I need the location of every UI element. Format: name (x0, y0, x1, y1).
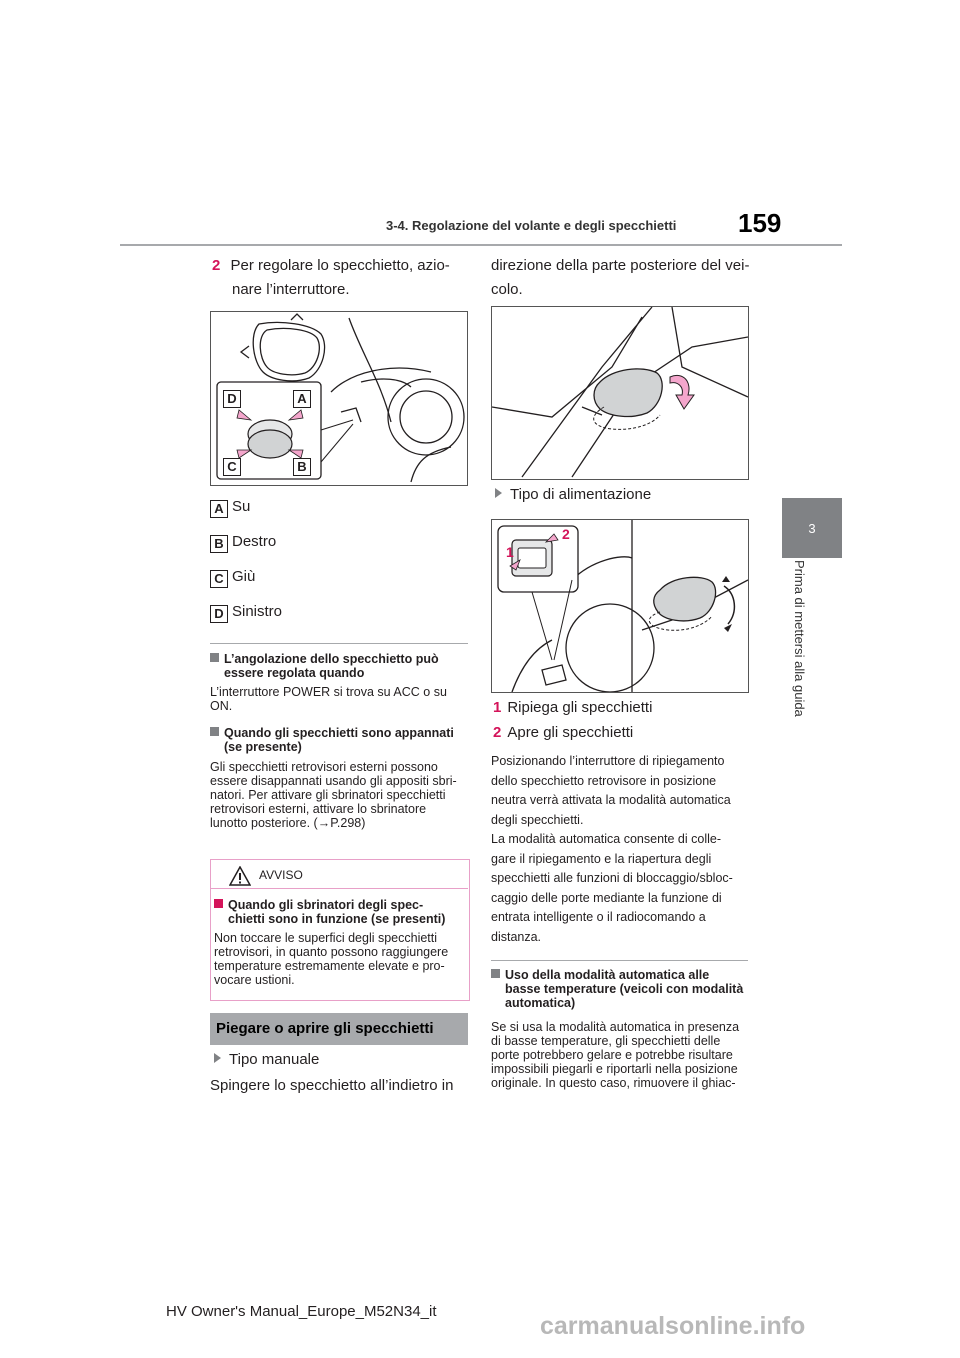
label-c: C (223, 458, 241, 476)
note-3-body-3: porte potrebbero gelare e potrebbe risultare (491, 1048, 733, 1062)
fig-label-1: 1 (506, 544, 514, 560)
square-bullet-icon (491, 969, 500, 978)
section-title: 3-4. Regolazione del volante e degli specchietti (386, 218, 677, 233)
fold-arrow-icon (670, 375, 694, 409)
square-bullet-icon (210, 727, 219, 736)
label-b: B (293, 458, 311, 476)
note-2-body-2: essere disappannati usando gli appositi sbri- (210, 774, 457, 788)
step-number: 2 (212, 257, 221, 274)
legend-item-b: B Destro (210, 530, 276, 554)
note-1-body-1: L’interruttore POWER si trova su ACC o su (210, 685, 447, 699)
warning-title-2: chietti sono in funzione (se presenti) (228, 912, 446, 926)
warning-body-1: Non toccare le superfici degli specchietti (214, 931, 438, 945)
note-3-body-2: di basse temperature, gli specchietti delle (491, 1034, 721, 1048)
note-2-title-2: (se presente) (224, 740, 302, 754)
note-3-title: Uso della modalità automatica alle (491, 968, 709, 982)
warning-body-3: temperature estremamente elevate e pro- (214, 959, 445, 973)
section-heading: Piegare o aprire gli specchietti (210, 1013, 468, 1045)
auto-mode-paragraph: Posizionando l’interruttore di ripiegamento dello specchietto retrovisore in posizione neutra verrà attivata la modalità automatica degli specchietti. La modalità automatica consente di colle- gare il ripiegamento e la riapertura degli specchietti alle funzioni di bloccaggio/sbloc- caggio delle porte mediante la funzione di entrata intelligente o il radiocomando a distanza. (491, 754, 733, 944)
note-1-body-2: ON. (210, 699, 233, 713)
note-1-title: L’angolazione dello specchietto può (210, 652, 439, 666)
notes-divider (210, 643, 468, 644)
note-1-title-2: essere regolata quando (224, 666, 365, 680)
note-3-title-3: automatica) (505, 996, 576, 1010)
note-2-body-4: retrovisori esterni, attivare lo sbrinatore (210, 802, 427, 816)
warning-divider (211, 888, 468, 889)
cont-text-1: direzione della parte posteriore del vei- (491, 257, 750, 274)
label-d: D (223, 390, 241, 408)
warning-body-4: vocare ustioni. (214, 973, 295, 987)
step-1: 1 Ripiega gli specchietti (493, 699, 653, 716)
manual-fold-illustration (492, 307, 748, 479)
legend-item-c: C Giù (210, 565, 255, 589)
manual-type: Tipo manuale (214, 1048, 319, 1072)
note-3-body-5: originale. In questo caso, rimuovere il ghiac- (491, 1076, 736, 1090)
mirror-switch-illustration (211, 312, 467, 485)
warning-label: AVVISO (259, 868, 303, 882)
power-fold-illustration (492, 520, 748, 692)
cont-text-2: colo. (491, 281, 523, 298)
step-text-1: Per regolare lo specchietto, azio- (230, 257, 450, 274)
square-bullet-icon (210, 653, 219, 662)
note-3-body-4: impossibili piegarli e riportarli nella posizione (491, 1062, 738, 1076)
manual-fold-figure (491, 306, 749, 480)
mirror-switch-figure (210, 311, 468, 486)
note-2-title: Quando gli specchietti sono appannati (210, 726, 454, 740)
warning-body-2: retrovisori, in quanto possono raggiungere (214, 945, 449, 959)
step-2 (212, 254, 450, 278)
note-3-body-1: Se si usa la modalità automatica in presenza (491, 1020, 740, 1034)
chapter-label: Prima di mettersi alla guida (792, 560, 807, 717)
square-bullet-icon (214, 899, 223, 908)
footer-text: HV Owner's Manual_Europe_M52N34_it (166, 1303, 437, 1320)
step-2-right: 2 Apre gli specchietti (493, 724, 634, 741)
legend-item-a: A Su (210, 495, 250, 519)
fig-label-2: 2 (562, 526, 570, 542)
power-fold-figure (491, 519, 749, 693)
watermark[interactable]: carmanualsonline.info (540, 1312, 806, 1340)
manual-text-1: Spingere lo specchietto all’indietro in (210, 1077, 454, 1094)
arrow-bullet-icon (495, 488, 502, 498)
note-3-title-2: basse temperature (veicoli con modalità (505, 982, 744, 996)
warning-triangle-icon (229, 866, 251, 886)
legend-item-d: D Sinistro (210, 600, 282, 624)
note-2-body-1: Gli specchietti retrovisori esterni possono (210, 760, 438, 774)
warning-header (211, 860, 468, 888)
chapter-tab[interactable]: 3 (782, 498, 842, 558)
note-2-body-5[interactable]: lunotto posteriore. (→P.298) (210, 816, 366, 830)
label-a: A (293, 390, 311, 408)
arrow-bullet-icon (214, 1053, 221, 1063)
note-3-divider (491, 960, 748, 961)
note-2-body-3: natori. Per attivare gli sbrinatori specchietti (210, 788, 446, 802)
warning-title: Quando gli sbrinatori degli spec- (214, 898, 423, 912)
step-text-2: nare l’interruttore. (232, 281, 350, 298)
page-number: 159 (738, 208, 782, 238)
power-type: Tipo di alimentazione (495, 483, 651, 507)
header-rule (120, 244, 842, 246)
